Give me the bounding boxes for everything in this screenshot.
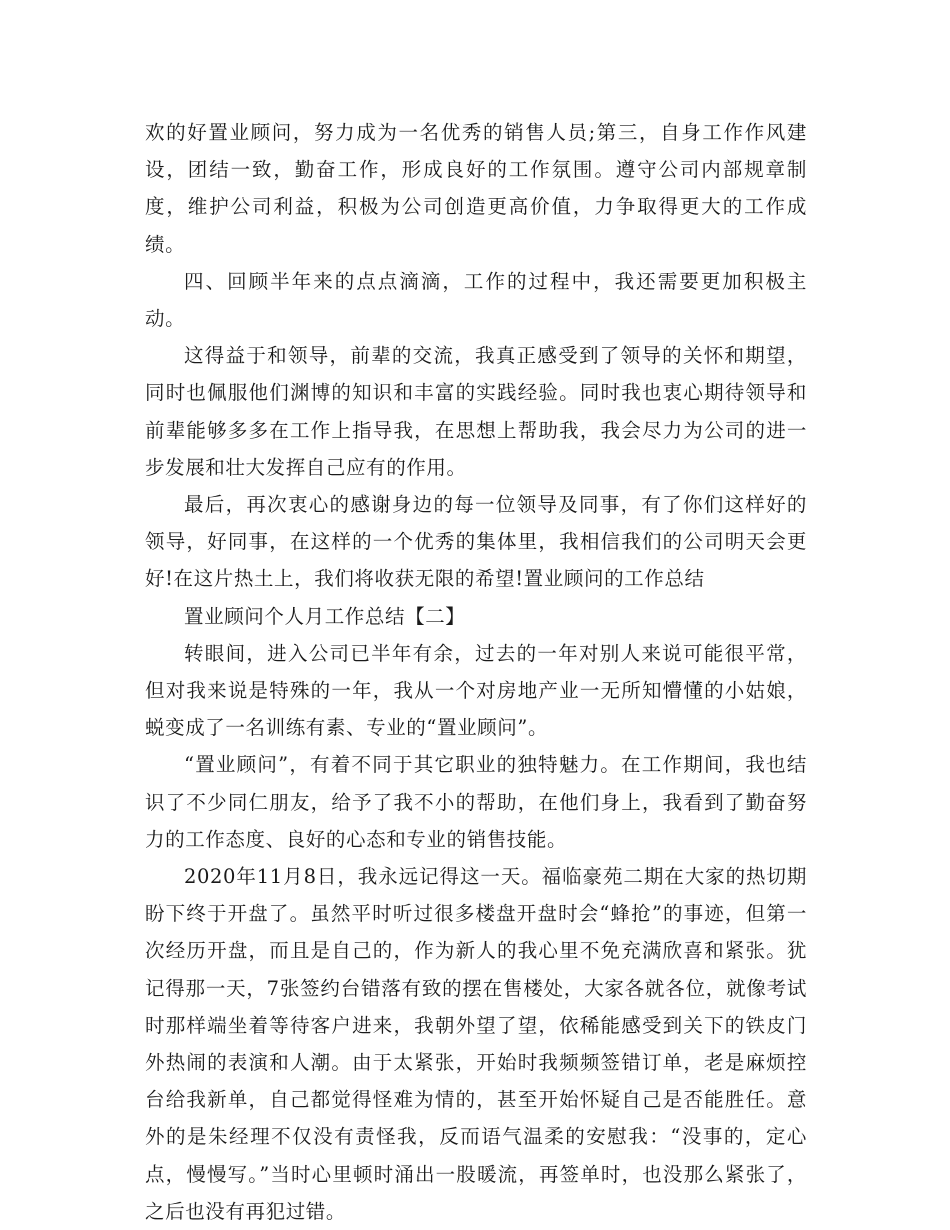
paragraph-closing-thanks: 最后，再次衷心的感谢身边的每一位领导及同事，有了你们这样好的领导，好同事，在这样的一个优秀的集体里，我相信我们的公司明天会更好!在这片热土上，我们将收获无限的希望!置业顾问的工作总结 <box>145 493 807 591</box>
paragraph-continued: 欢的好置业顾问，努力成为一名优秀的销售人员;第三，自身工作作风建设，团结一致，勤奋工作，形成良好的工作氛围。遵守公司内部规章制度，维护公司利益，积极为公司创造更高价值，力争取得更大的工作成绩。 <box>145 121 807 256</box>
section-heading: 置业顾问个人月工作总结【二】 <box>184 604 466 628</box>
paragraph-review: 四、回顾半年来的点点滴滴，工作的过程中，我还需要更加积极主动。 <box>145 269 807 331</box>
paragraph-gratitude-leaders: 这得益于和领导，前辈的交流，我真正感受到了领导的关怀和期望，同时也佩服他们渊博的知识和丰富的实践经验。同时我也衷心期待领导和前辈能够多多在工作上指导我，在思想上帮助我，我会尽力为公司的进一步发展和壮大发挥自己应有的作用。 <box>145 344 807 479</box>
paragraph-opening-day: 2020年11月8日，我永远记得这一天。福临豪苑二期在大家的热切期盼下终于开盘了。虽然平时听过很多楼盘开盘时会“蜂抢”的事迹，但第一次经历开盘，而且是自己的，作为新人的我心里不免充满欣喜和紧张。犹记得那一天，7张签约台错落有致的摆在售楼处，大家各就各位，就像考试时那样端坐着等待客户进来，我朝外望了望，依稀能感受到关下的铁皮门外热闹的表演和人潮。由于太紧张，开始时我频频签错订单，老是麻烦控台给我新单，自己都觉得怪难为情的，甚至开始怀疑自己是否能胜任。意外的是朱经理不仅没有责怪我，反而语气温柔的安慰我：“没事的，定心点，慢慢写。”当时心里顿时涌出一股暖流，再签单时，也没那么紧张了，之后也没有再犯过错。 <box>145 865 807 1223</box>
paragraph-charm: “置业顾问”，有着不同于其它职业的独特魅力。在工作期间，我也结识了不少同仁朋友，给予了我不小的帮助，在他们身上，我看到了勤奋努力的工作态度、良好的心态和专业的销售技能。 <box>145 753 807 851</box>
document-body <box>145 114 807 1230</box>
paragraph-intro: 转眼间，进入公司已半年有余，过去的一年对别人来说可能很平常，但对我来说是特殊的一年，我从一个对房地产业一无所知懵懂的小姑娘，蜕变成了一名训练有素、专业的“置业顾问”。 <box>145 641 807 740</box>
